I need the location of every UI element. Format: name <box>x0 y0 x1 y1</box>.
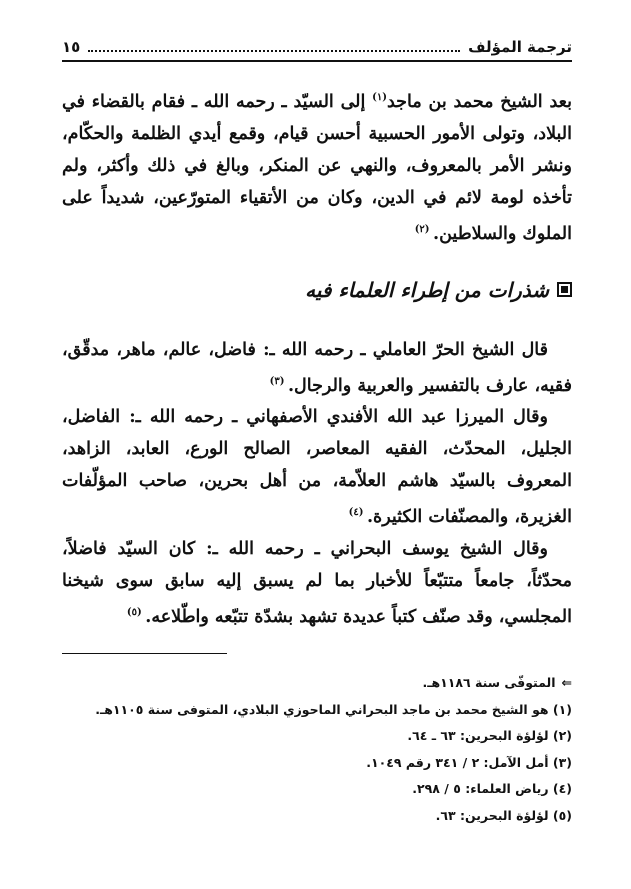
square-bullet-icon <box>557 282 572 297</box>
footnotes <box>62 670 572 829</box>
paragraph-1 <box>62 82 572 250</box>
quote-1-text: قال الشيخ الحرّ العاملي ـ رحمه الله ـ: فاضل، عالم، ماهر، مدقّق، فقيه، عارف بالتفسير والعربية والرجال. <box>62 339 572 396</box>
footnote-1: (١) هو الشيخ محمد بن ماجد البحراني الماحوزي البلادي، المتوفى سنة ١١٠٥هـ. <box>95 701 572 717</box>
section-title: شذرات من إطراء العلماء فيه <box>305 277 549 302</box>
paragraph-1-start: بعد الشيخ محمد بن ماجد <box>387 91 572 112</box>
footnote-2: (٢) لؤلؤة البحرين: ٦٣ ـ ٦٤. <box>407 728 572 744</box>
footnote-ref-4: (٤) <box>348 507 367 519</box>
quote-2-text: وقال الميرزا عبد الله الأفندي الأصفهاني ـ رحمه الله ـ: الفاضل، الجليل، المحدّث، الفقيه المعاصر، الصالح الورع، العابد، الزاهد، المعروف بالسيّد هاشم العلاّمة، من أهل بحرين، صاحب المؤلّفات الغزيرة، والمصنّفات الكثيرة. <box>62 407 572 528</box>
footnote-3: (٣) أمل الآمل: ٢ / ٣٤١ رقم ١٠٤٩. <box>366 754 572 770</box>
header-dot-leader <box>88 42 460 52</box>
arrow-icon: ⇐ <box>561 675 572 691</box>
footnote-continued-text: المتوفّى سنة ١١٨٦هـ. <box>422 675 556 691</box>
paragraph-1-body: إلى السيّد ـ رحمه الله ـ فقام بالقضاء في البلاد، وتولى الأمور الحسبية أحسن قيام، وقمع أيدي الظلمة والحكّام، ونشر الأمر بالمعروف، والنهي عن المنكر، وبالغ في ذلك وأكثر، ولم تأخذه لومة لائم في الدين، وكان من الأتقياء المتورّعين، شديداً على الملوك والسلاطين. <box>62 91 572 244</box>
footnote-ref-5: (٥) <box>126 607 146 619</box>
header-title: ترجمة المؤلف <box>468 38 572 56</box>
footnote-ref-1: (١) <box>372 92 387 103</box>
quotes-block <box>62 334 572 633</box>
footnote-ref-3: (٣) <box>269 375 288 387</box>
footnote-4: (٤) رياض العلماء: ٥ / ٢٩٨. <box>412 781 572 797</box>
quote-3-text: وقال الشيخ يوسف البحراني ـ رحمه الله ـ: كان السيّد فاضلاً، محدّثاً، جامعاً متتبّعاً للأخبار بما لم يسبق إليه سابق سوى شيخنا المجلسي، وقد صنّف كتباً عديدة تشهد بشدّة تتبّعه واطّلاعه. <box>62 539 572 628</box>
footnote-ref-2: (٢) <box>414 223 434 235</box>
section-heading <box>62 278 572 302</box>
quote-afandi <box>62 401 572 533</box>
footnote-continued <box>62 670 572 697</box>
page-number: ١٥ <box>62 38 81 56</box>
footnote-separator <box>62 653 227 654</box>
footnote-5: (٥) لؤلؤة البحرين: ٦٣. <box>435 807 572 823</box>
book-page <box>62 38 572 858</box>
quote-hurr-amili <box>62 334 572 402</box>
quote-bahrani <box>62 533 572 633</box>
running-header <box>62 38 572 62</box>
